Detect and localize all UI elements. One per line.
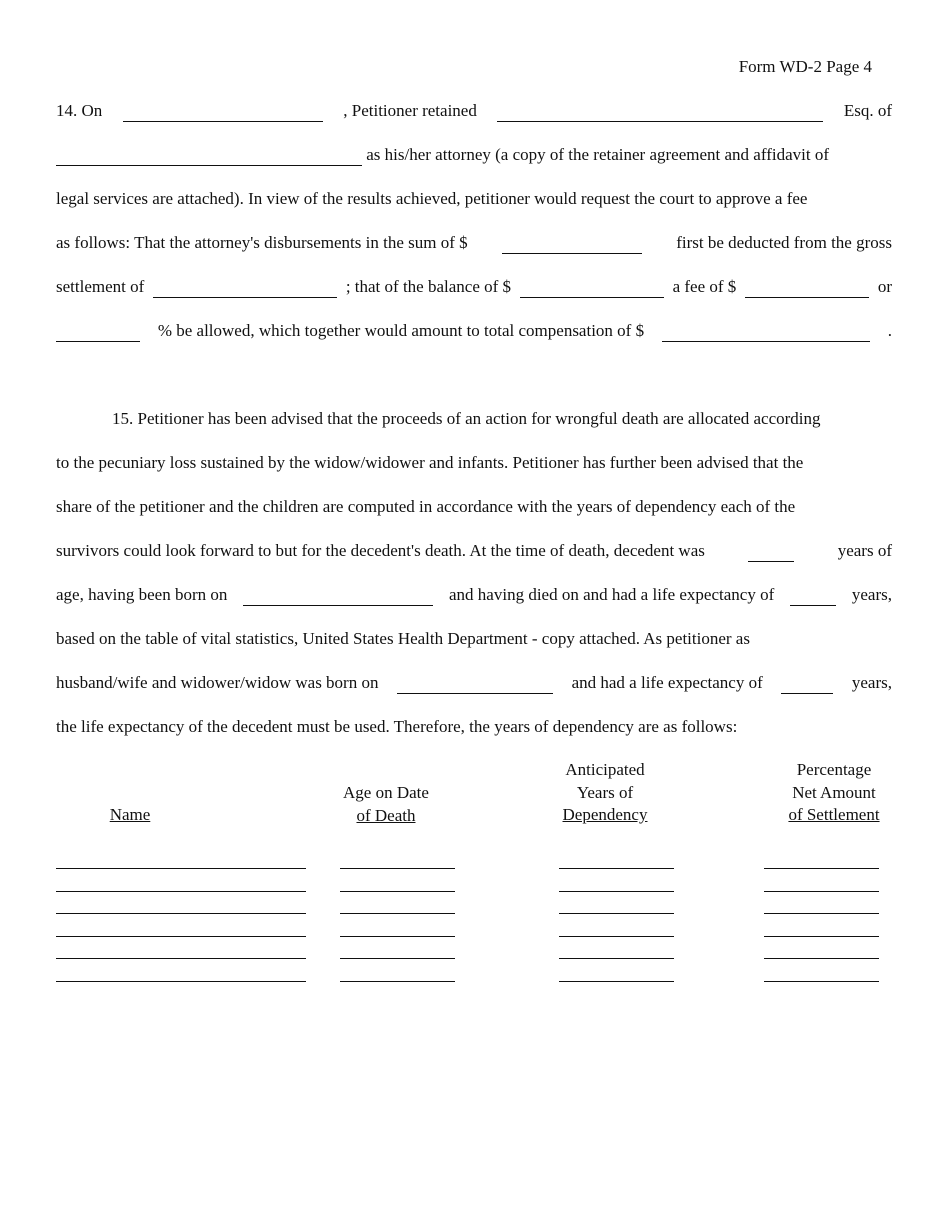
decedent-birth-date-field[interactable] (243, 587, 433, 606)
total-compensation-field[interactable] (662, 323, 870, 342)
column-header-years (537, 759, 673, 827)
text: years, (851, 673, 892, 692)
row-4-years-field[interactable] (559, 936, 674, 937)
row-6-percentage-field[interactable] (764, 981, 879, 982)
row-5-age-field[interactable] (340, 958, 455, 959)
para15-line-7 (56, 672, 892, 694)
disbursements-field[interactable] (502, 235, 642, 254)
text: % be allowed, which together would amount to total compensation of $ (157, 321, 645, 340)
header-text: Anticipated (565, 760, 645, 779)
row-3-percentage-field[interactable] (764, 913, 879, 914)
header-text: Name (109, 805, 151, 824)
text: Esq. of (843, 101, 892, 120)
attorney-name-field[interactable] (497, 103, 823, 122)
row-2-percentage-field[interactable] (764, 891, 879, 892)
header-text: of Death (356, 805, 416, 825)
row-4-age-field[interactable] (340, 936, 455, 937)
petitioner-birth-date-field[interactable] (397, 675, 553, 694)
row-2-name-field[interactable] (56, 891, 306, 892)
text: survivors could look forward to but for the decedent's death. At the time of death, decedent was (56, 541, 705, 560)
attorney-firm-field[interactable] (56, 147, 362, 166)
para14-line-5 (56, 276, 892, 298)
text: years, (851, 585, 892, 604)
text: a fee of $ (672, 277, 737, 296)
para15-line-4 (56, 540, 892, 562)
row-1-percentage-field[interactable] (764, 868, 879, 869)
row-3-years-field[interactable] (559, 913, 674, 914)
para15-line-3: share of the petitioner and the children are computed in accordance with the years of dependency each of the (56, 497, 796, 516)
decedent-age-field[interactable] (748, 543, 794, 562)
text: and had a life expectancy of (571, 673, 763, 692)
text: . (887, 321, 892, 340)
para15-line-2: to the pecuniary loss sustained by the widow/widower and infants. Petitioner has further been advised that the (56, 453, 804, 472)
header-text: Net Amount (792, 782, 876, 802)
text: age, having been born on (56, 585, 228, 604)
row-6-age-field[interactable] (340, 981, 455, 982)
row-1-age-field[interactable] (340, 868, 455, 869)
retained-date-field[interactable] (123, 103, 323, 122)
row-2-age-field[interactable] (340, 891, 455, 892)
para15-line-1: 15. Petitioner has been advised that the proceeds of an action for wrongful death are allocated according (112, 409, 821, 428)
text: and having died on and had a life expectancy of (449, 585, 775, 604)
row-6-years-field[interactable] (559, 981, 674, 982)
para15-line-6: based on the table of vital statistics, United States Health Department - copy attached. As petitioner as (56, 629, 750, 648)
row-1-years-field[interactable] (559, 868, 674, 869)
para15-line-8: the life expectancy of the decedent must be used. Therefore, the years of dependency are as follows: (56, 717, 738, 736)
row-1-name-field[interactable] (56, 868, 306, 869)
text: husband/wife and widower/widow was born on (56, 673, 379, 692)
row-5-percentage-field[interactable] (764, 958, 879, 959)
petitioner-life-expectancy-field[interactable] (781, 675, 833, 694)
row-5-name-field[interactable] (56, 958, 306, 959)
text: ; that of the balance of $ (345, 277, 512, 296)
column-header-name (72, 804, 188, 827)
para14-line-2 (56, 144, 892, 166)
column-header-age (318, 782, 454, 827)
text: , Petitioner retained (343, 101, 477, 120)
header-text: Years of (576, 782, 634, 802)
balance-field[interactable] (520, 279, 664, 298)
para15-line-5 (56, 584, 892, 606)
text: or (877, 277, 892, 296)
text: years of (837, 541, 892, 560)
text: first be deducted from the gross (676, 233, 892, 252)
page-header: Form WD-2 Page 4 (738, 57, 872, 76)
row-2-years-field[interactable] (559, 891, 674, 892)
para14-line-6 (56, 320, 892, 342)
row-3-name-field[interactable] (56, 913, 306, 914)
text: settlement of (56, 277, 145, 296)
row-3-age-field[interactable] (340, 913, 455, 914)
para14-line-3: legal services are attached). In view of the results achieved, petitioner would request the court to approve a fee (56, 189, 808, 208)
text: as his/her attorney (a copy of the retainer agreement and affidavit of (366, 145, 829, 164)
gross-settlement-field[interactable] (153, 279, 337, 298)
text: as follows: That the attorney's disbursements in the sum of $ (56, 233, 468, 252)
row-6-name-field[interactable] (56, 981, 306, 982)
column-header-percentage (766, 759, 902, 827)
row-5-years-field[interactable] (559, 958, 674, 959)
header-text: of Settlement (788, 805, 880, 824)
header-text: Age on Date (343, 783, 429, 802)
header-text: Dependency (562, 805, 648, 824)
fee-percent-field[interactable] (56, 323, 140, 342)
text: 14. On (56, 101, 103, 120)
decedent-life-expectancy-field[interactable] (790, 587, 836, 606)
row-4-name-field[interactable] (56, 936, 306, 937)
para14-line-4 (56, 232, 892, 254)
fee-amount-field[interactable] (745, 279, 869, 298)
row-4-percentage-field[interactable] (764, 936, 879, 937)
para14-line-1 (56, 100, 892, 122)
header-text: Percentage (796, 760, 872, 779)
